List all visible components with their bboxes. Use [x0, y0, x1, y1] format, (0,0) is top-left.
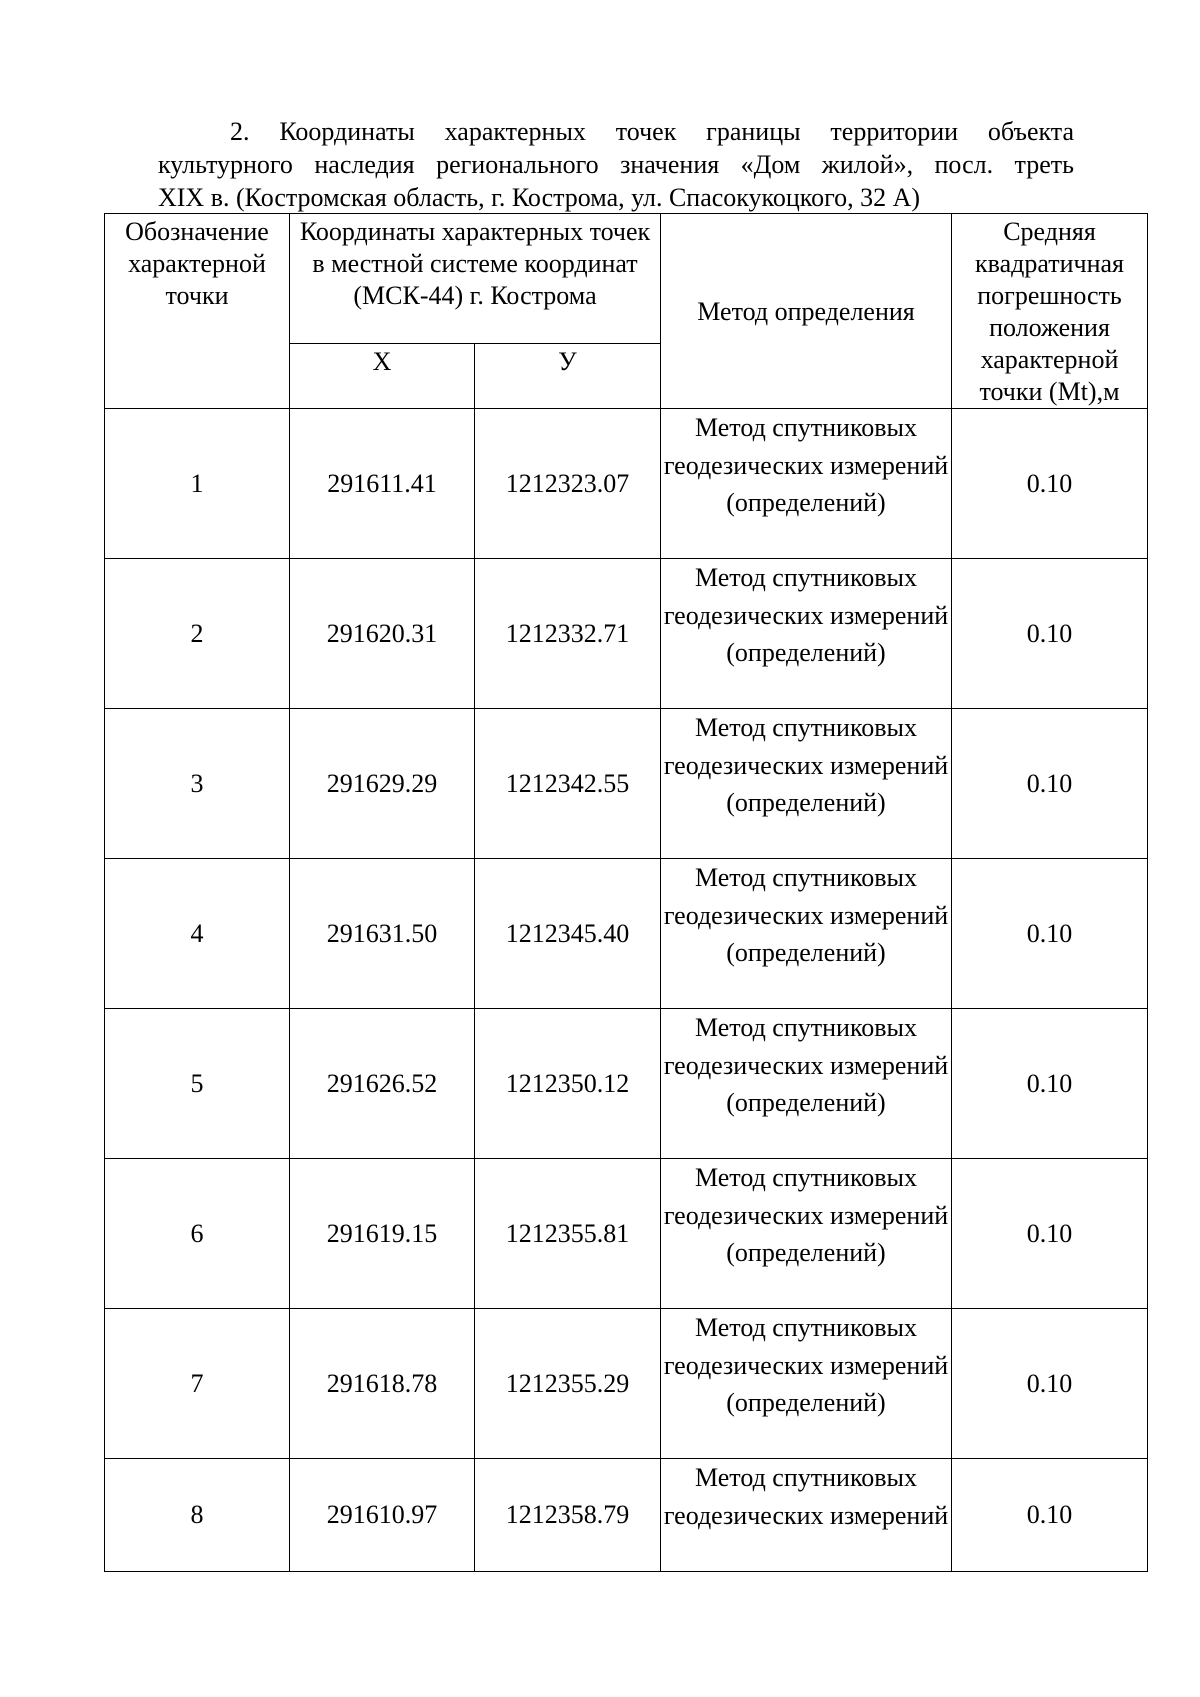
cell-y: 1212323.07 — [475, 409, 661, 559]
header-x: X — [290, 344, 475, 409]
cell-error: 0.10 — [952, 1159, 1148, 1309]
cell-x: 291631.50 — [290, 859, 475, 1009]
heading-line-1: 2. Координаты характерных точек границы территории объекта — [230, 117, 1074, 146]
table-row — [105, 1459, 1148, 1572]
cell-error: 0.10 — [952, 859, 1148, 1009]
cell-y: 1212358.79 — [475, 1459, 661, 1572]
cell-method: Метод спутниковых геодезических измерений (определений) — [661, 1309, 952, 1459]
cell-error: 0.10 — [952, 1459, 1148, 1572]
cell-method: Метод спутниковых геодезических измерений (определений) — [661, 1009, 952, 1159]
table-row — [105, 1159, 1148, 1309]
cell-y: 1212355.81 — [475, 1159, 661, 1309]
table-row — [105, 409, 1148, 559]
cell-x: 291619.15 — [290, 1159, 475, 1309]
cell-y: 1212342.55 — [475, 709, 661, 859]
cell-x: 291626.52 — [290, 1009, 475, 1159]
table-row — [105, 709, 1148, 859]
cell-method: Метод спутниковых геодезических измерений (определений) — [661, 1159, 952, 1309]
cell-point: 3 — [105, 709, 290, 859]
cell-x: 291618.78 — [290, 1309, 475, 1459]
cell-error: 0.10 — [952, 1309, 1148, 1459]
table-row — [105, 1009, 1148, 1159]
heading-line-3: XIX в. (Костромская область, г. Кострома, ул. Спасокукоцкого, 32 А) — [158, 183, 921, 212]
table-header-row — [105, 214, 1148, 344]
cell-point: 5 — [105, 1009, 290, 1159]
table-row — [105, 859, 1148, 1009]
cell-error: 0.10 — [952, 559, 1148, 709]
cell-method: Метод спутниковых геодезических измерений (определений) — [661, 559, 952, 709]
document-heading — [158, 115, 1074, 214]
cell-point: 8 — [105, 1459, 290, 1572]
header-y: У — [475, 344, 661, 409]
cell-x: 291611.41 — [290, 409, 475, 559]
header-error: Средняя квадратичная погрешность положения характерной точки (Mt),м — [952, 214, 1148, 409]
table-row — [105, 559, 1148, 709]
cell-x: 291620.31 — [290, 559, 475, 709]
cell-error: 0.10 — [952, 409, 1148, 559]
cell-x: 291629.29 — [290, 709, 475, 859]
cell-point: 2 — [105, 559, 290, 709]
cell-point: 6 — [105, 1159, 290, 1309]
cell-y: 1212332.71 — [475, 559, 661, 709]
cell-method: Метод спутниковых геодезических измерений (определений) — [661, 859, 952, 1009]
cell-method: Метод спутниковых геодезических измерений (определений) — [661, 709, 952, 859]
cell-x: 291610.97 — [290, 1459, 475, 1572]
heading-line-2: культурного наследия регионального значения «Дом жилой», посл. треть — [158, 150, 1074, 179]
table-row — [105, 1309, 1148, 1459]
cell-point: 4 — [105, 859, 290, 1009]
cell-point: 7 — [105, 1309, 290, 1459]
header-coords: Координаты характерных точек в местной системе координат (МСК-44) г. Кострома — [290, 214, 661, 344]
cell-error: 0.10 — [952, 1009, 1148, 1159]
cell-y: 1212350.12 — [475, 1009, 661, 1159]
header-method: Метод определения — [661, 214, 952, 409]
coordinates-table — [104, 213, 1148, 1572]
cell-y: 1212355.29 — [475, 1309, 661, 1459]
cell-method: Метод спутниковых геодезических измерений (определений) — [661, 409, 952, 559]
cell-point: 1 — [105, 409, 290, 559]
header-point: Обозначение характерной точки — [105, 214, 290, 409]
cell-method: Метод спутниковых геодезических измерений — [661, 1459, 952, 1572]
cell-error: 0.10 — [952, 709, 1148, 859]
cell-y: 1212345.40 — [475, 859, 661, 1009]
